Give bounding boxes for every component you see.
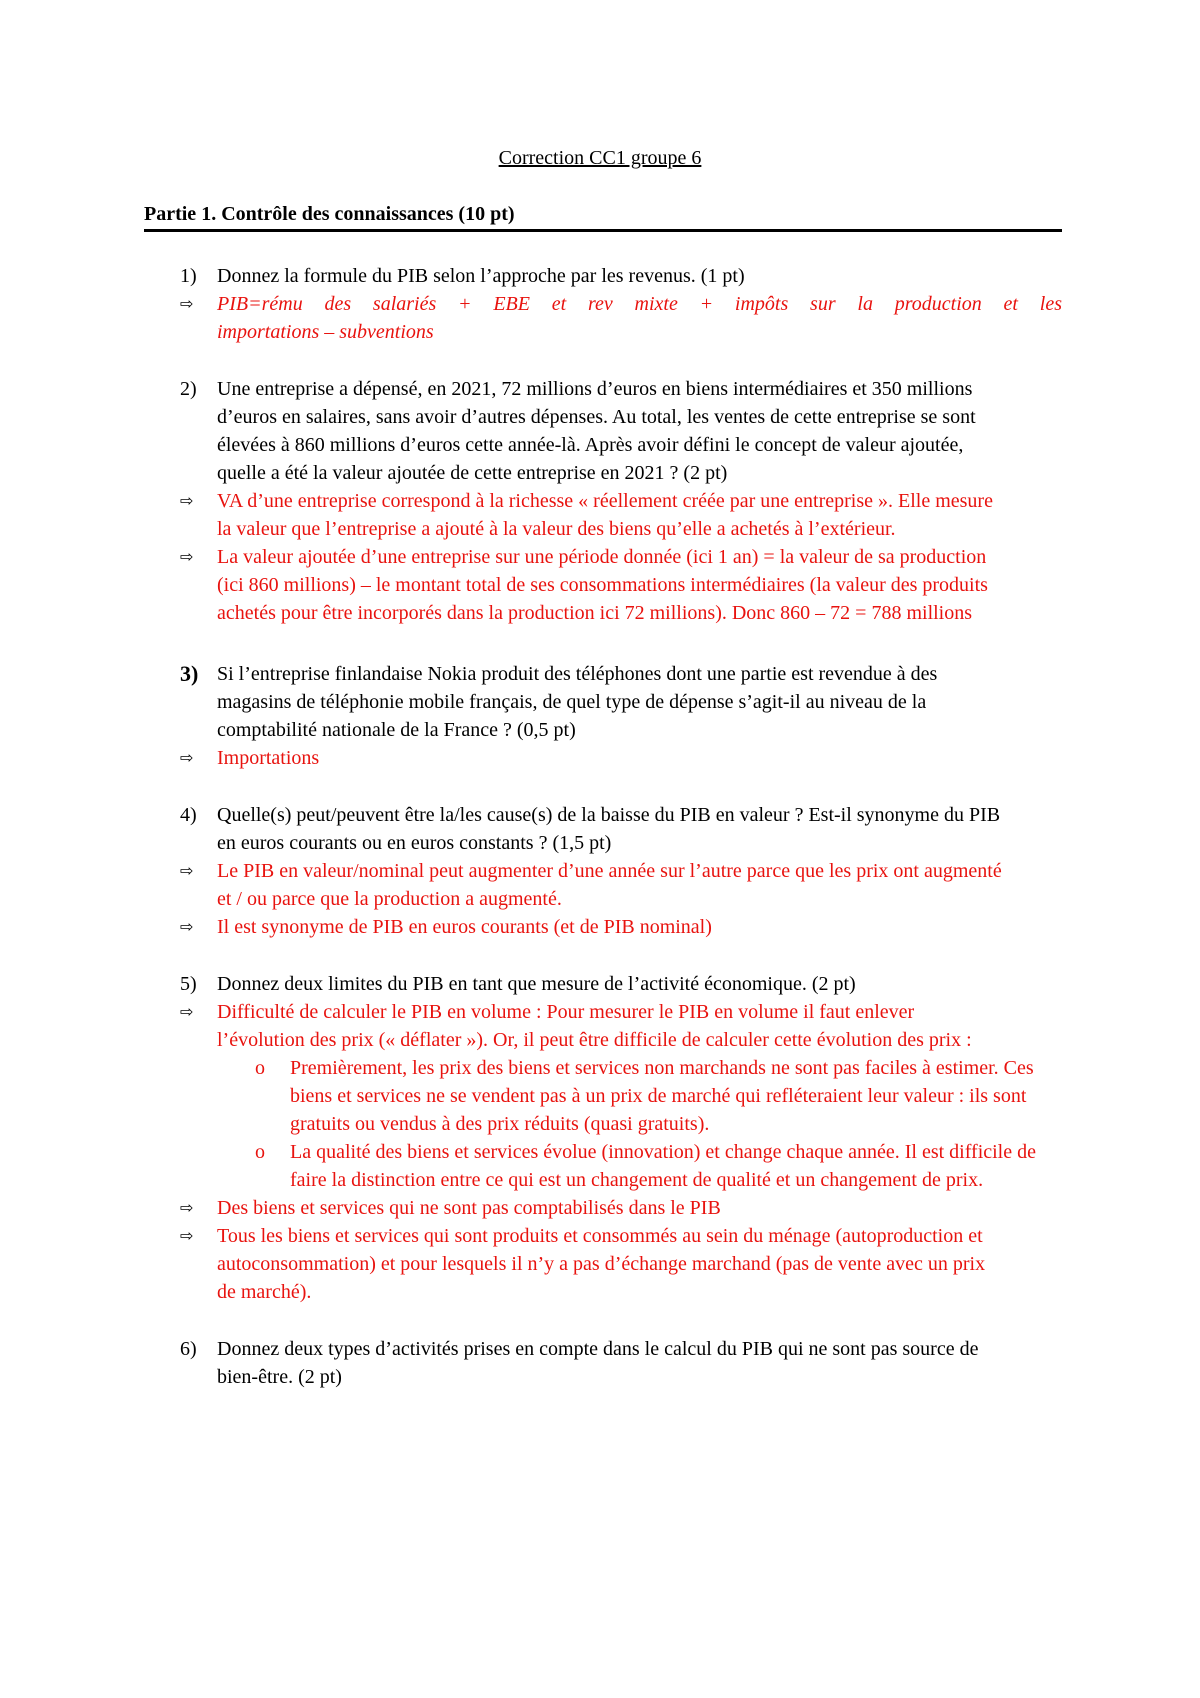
heading-rule (144, 229, 1062, 232)
arrow-icon: ⇨ (180, 748, 194, 767)
bullet-marker: o (255, 1057, 265, 1079)
answer-5a-sub1 (144, 1054, 1075, 1138)
question-text: Si l’entreprise finlandaise Nokia produit des téléphones dont une partie est revendue à des magasins de téléphonie mobile français, de quel type de dépense s’agit-il au niveau de la comptabilité nationale de la France ? (0,5 pt) (217, 663, 938, 741)
question-3 (144, 660, 1002, 744)
answer-text: La valeur ajoutée d’une entreprise sur une période donnée (ici 1 an) = la valeur de sa production (ici 860 millions) – le montant total de ses consommations intermédiaires (la valeur des produits achetés pour être incorporés dans la production ici 72 millions). Donc 860 – 72 = 788 millions (217, 546, 988, 624)
answer-2a (144, 487, 1002, 543)
question-number: 4) (180, 804, 197, 826)
arrow-icon: ⇨ (180, 1002, 194, 1021)
arrow-icon: ⇨ (180, 917, 194, 936)
question-number: 5) (180, 973, 197, 995)
question-4 (144, 801, 1002, 857)
question-text: Donnez deux limites du PIB en tant que mesure de l’activité économique. (2 pt) (217, 973, 856, 995)
answer-1-cont (144, 318, 1062, 346)
question-6 (144, 1335, 1002, 1391)
answer-text: VA d’une entreprise correspond à la richesse « réellement créée par une entreprise ». Elle mesure la valeur que l’entreprise a ajouté à la valeur des biens qu’elle a achetés à l’extérieur. (217, 490, 993, 540)
question-number: 6) (180, 1338, 197, 1360)
bullet-marker: o (255, 1141, 265, 1163)
answer-1 (144, 290, 1062, 318)
question-text: Quelle(s) peut/peuvent être la/les cause(s) de la baisse du PIB en valeur ? Est-il synonyme du PIB en euros courants ou en euros constants ? (1,5 pt) (217, 804, 1001, 854)
answer-text: Importations (217, 747, 320, 769)
sub-text: Premièrement, les prix des biens et services non marchands ne sont pas faciles à estimer. Ces biens et services ne se vendent pas à un prix de marché qui refléteraient leur valeur : ils sont gratuits ou vendus à des prix réduits (quasi gratuits). (290, 1057, 1034, 1135)
answer-text: Le PIB en valeur/nominal peut augmenter d’une année sur l’autre parce que les prix ont augmenté et / ou parce que la production a augmenté. (217, 860, 1002, 910)
question-text: Une entreprise a dépensé, en 2021, 72 millions d’euros en biens intermédiaires et 350 millions d’euros en salaires, sans avoir d’autres dépenses. Au total, les ventes de cette entreprise se sont élevées à 860 millions d’euros cette année-là. Après avoir défini le concept de valeur ajoutée, quelle a été la valeur ajoutée de cette entreprise en 2021 ? (2 pt) (217, 378, 976, 484)
answer-5a-sub2 (144, 1138, 1075, 1194)
document-title: Correction CC1 groupe 6 (498, 147, 702, 169)
arrow-icon: ⇨ (180, 1198, 194, 1217)
part1-heading: Partie 1. Contrôle des connaissances (10 pt) (144, 203, 515, 225)
question-number: 1) (180, 265, 197, 287)
answer-text: Des biens et services qui ne sont pas comptabilisés dans le PIB (217, 1197, 721, 1219)
answer-text-line1: PIB=rému des salariés + EBE et rev mixte + impôts sur la production et les (217, 293, 1062, 315)
document-body (144, 262, 1062, 1391)
arrow-icon: ⇨ (180, 1226, 194, 1245)
question-5 (144, 970, 1062, 998)
answer-2b (144, 543, 1002, 627)
answer-5b (144, 1194, 1062, 1222)
arrow-icon: ⇨ (180, 547, 194, 566)
answer-text: Difficulté de calculer le PIB en volume : Pour mesurer le PIB en volume il faut enlever l’évolution des prix (« déflater »). Or, il peut être difficile de calculer cette évolution des prix : (217, 1001, 972, 1051)
answer-5c (144, 1222, 1002, 1306)
question-2 (144, 375, 1002, 487)
arrow-icon: ⇨ (180, 861, 194, 880)
answer-5a (144, 998, 1002, 1054)
question-1 (144, 262, 1062, 290)
answer-text-line2: importations – subventions (217, 321, 434, 343)
question-text: Donnez deux types d’activités prises en compte dans le calcul du PIB qui ne sont pas source de bien-être. (2 pt) (217, 1338, 979, 1388)
answer-text: Tous les biens et services qui sont produits et consommés au sein du ménage (autoproduction et autoconsommation) et pour lesquels il n’y a pas d’échange marchand (pas de vente avec un prix de marché). (217, 1225, 986, 1303)
question-number: 2) (180, 378, 197, 400)
arrow-icon: ⇨ (180, 491, 194, 510)
answer-text: Il est synonyme de PIB en euros courants (et de PIB nominal) (217, 916, 712, 938)
answer-4a (144, 857, 1002, 913)
question-number: 3) (180, 661, 199, 686)
answer-4b (144, 913, 1062, 941)
question-text: Donnez la formule du PIB selon l’approche par les revenus. (1 pt) (217, 265, 745, 287)
answer-3 (144, 744, 1062, 772)
arrow-icon: ⇨ (180, 294, 194, 313)
sub-text: La qualité des biens et services évolue (innovation) et change chaque année. Il est difficile de faire la distinction entre ce qui est un changement de qualité et un changement de prix. (290, 1141, 1036, 1191)
